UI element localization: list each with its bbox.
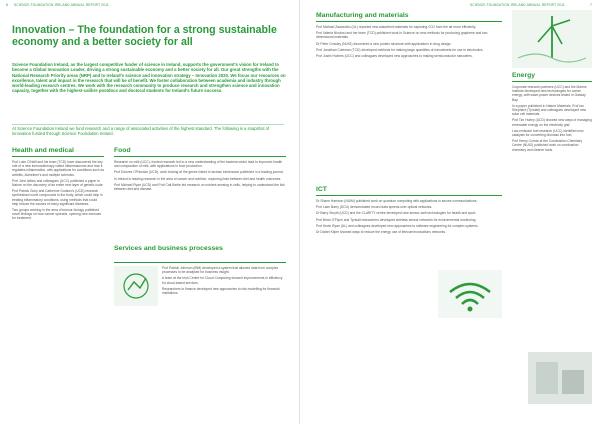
ict-item-6: Dr Daniel Kilper showed ways to reduce the energy use of telecommunications networks. [316,230,446,235]
manufacturing-item-4: Prof Jonathan Coleman (TCD) developed methods for making large quantities of nanosheets for use in electronics. [316,47,484,52]
health-item-2: Prof John Atkins and colleagues (UCC) published a paper in Nature on the discovery of an entire new layer of genetic code. [12,178,104,188]
food-item-3: In Ireland is leading research in the area of cancer and nutrition, exploring links between diet and health outcomes. [114,176,282,181]
services-item-1: Prof Patrick Johnson (IBM) developed a system that allowed data from complex processes to be analysed for business insight. [162,266,279,275]
right-page-number: 7 [590,3,592,7]
food-item-2: Prof Dolores O'Riordan (UCD): work looking at the genes linked to lactose intolerance published in a leading journal. [114,170,284,175]
energy-item-1: Corporate research partners (UCC) and the Marine Institute developed new technologies for ocean energy, with wave-power devices tested in Galway Bay. [512,85,587,102]
health-rule [12,156,104,157]
manufacturing-item-3: Dr Peter Crowley (NUIG) discovered a new protein structure with applications in drug design. [316,41,452,46]
energy-rule [512,81,592,82]
right-running-head: SCIENCE FOUNDATION IRELAND ANNUAL REPORT 2011 [470,3,565,7]
health-heading: Health and medical [12,147,74,154]
wifi-icon [438,270,502,318]
ict-list [316,199,502,236]
manufacturing-item-1: Prof Michael Zaworotko (UL) reported new adsorbent materials for capturing CO2 from the air more efficiently. [316,25,477,29]
energy-item-4: Low-emission fuel research (UCC) identified new catalysts for converting biomass into fuel. [512,128,584,138]
health-item-4: Two groups working in the area of tumour biology published novel findings on how cancer spreads, opening new avenues for treatment. [12,208,102,221]
health-list [12,160,104,223]
food-list [114,160,286,193]
divider [12,124,284,125]
energy-photo [528,352,592,404]
ict-item-3: Dr Barry Smyth (UCD) and the CLARITY centre developed new sensor-web technologies for health and sport. [316,211,477,216]
ict-heading: ICT [316,186,327,193]
manufacturing-rule [316,21,502,22]
right-page [300,0,600,424]
intro-paragraph: At Science Foundation Ireland we fund research and a range of associated activities of the highest standard. The following is a snapshot of innovation funded through Science Foundation Ireland. [12,126,270,137]
ict-item-4: Prof Brian O'Flynn and Tyndall researchers developed wireless sensor networks for environmental monitoring. [316,217,477,222]
food-item-1: Research on milk (UCC): funded research led to a new understanding of the bacteria which lead to improved health and composition of milk, with applications in food production. [114,160,283,169]
energy-illustration [512,10,592,68]
services-illustration [114,266,158,306]
services-rule [114,262,286,263]
manufacturing-list [316,25,502,60]
wifi-illustration [438,270,502,318]
manufacturing-item-5: Prof Justin Holmes (UCC) and colleagues developed new approaches to making semiconductor nanowires. [316,54,473,59]
health-item-1: Prof Luke O'Neill and his team (TCD) have discovered the key role of a new immunotherapy called inflammasome and how it regulates inflammation, with applications for conditions such as arthritis, Alzheimer's and multiple sclerosis. [12,160,104,177]
manufacturing-item-2: Prof Valeria Nicolosi and her team (TCD) published work in Science on new methods for producing graphene and two-dimensional materials. [316,31,489,40]
services-item-2: A team at the Irish Centre for Cloud Computing showed improvements in efficiency for cloud-based services. [162,276,283,285]
energy-heading: Energy [512,72,536,79]
services-item-3: Researchers in finance developed new approaches to risk modelling for financial institutions. [162,286,280,296]
ict-item-5: Prof Kevin Ryan (UL) and colleagues developed new approaches to software engineering for complex systems. [316,223,479,228]
manufacturing-heading: Manufacturing and materials [316,12,409,19]
ict-rule [316,195,502,196]
ict-item-2: Prof Liam Barry (DCU) demonstrated record data speeds over optical networks. [316,205,433,210]
services-list [162,266,286,297]
left-running-head: SCIENCE FOUNDATION IRELAND ANNUAL REPORT 2011 [14,3,109,7]
left-page-number: 6 [6,3,8,7]
page-title: Innovation – The foundation for a strong sustainable economy and a better society for all [12,24,277,48]
food-heading: Food [114,147,131,154]
food-item-4: Prof Michael Ryan (UCD) and Prof Cait Bertie led research on nutrient-sensing in cells, helping to understand the link between diet and disease. [114,182,285,192]
energy-item-3: Prof Tim Hurley (UCD) showed new ways of managing renewable energy on the electricity grid. [512,118,592,127]
food-rule [114,156,286,157]
lead-paragraph: Science Foundation Ireland, as the largest competitive funder of science in Ireland, supports the government's vision for Ireland to become a Global Innovation Leader, driving a strong sustainable economy and a better society for all. Our great strengths with the National Research Priority areas (NRP) and to Ireland's science and innovation strategy – Innovation 2020. We focus our resources on excellence, talent and impact in the research that will be of benefit. We foster collaboration between academia and industry through world-leading research centres. We work with the research community to produce research and strengthen science and innovation capacity, together with the highest-calibre postdocs and doctoral students for Ireland's future success. [12,62,286,94]
health-item-3: Prof Patrick Guiry and Catherine Godson's (UCD) research synthesised novel compounds in the body, which could help in treating inflammatory conditions, using methods that could help reduce the causes of many significant diseases. [12,189,103,206]
ict-item-1: Dr Shane Harrison (NUIM) published work on quantum computing with applications in secure communications. [316,199,478,203]
energy-list [512,85,592,154]
services-heading: Services and business processes [114,245,223,252]
energy-item-2: In a paper published in Nature Materials, Prof Ian Shepherd (Tyndall) and colleagues developed new solar cell materials. [512,103,587,117]
energy-item-5: Prof Henry Curran at the Combustion Chemistry Centre (NUIG) published work on combustion chemistry and cleaner fuels. [512,139,583,152]
